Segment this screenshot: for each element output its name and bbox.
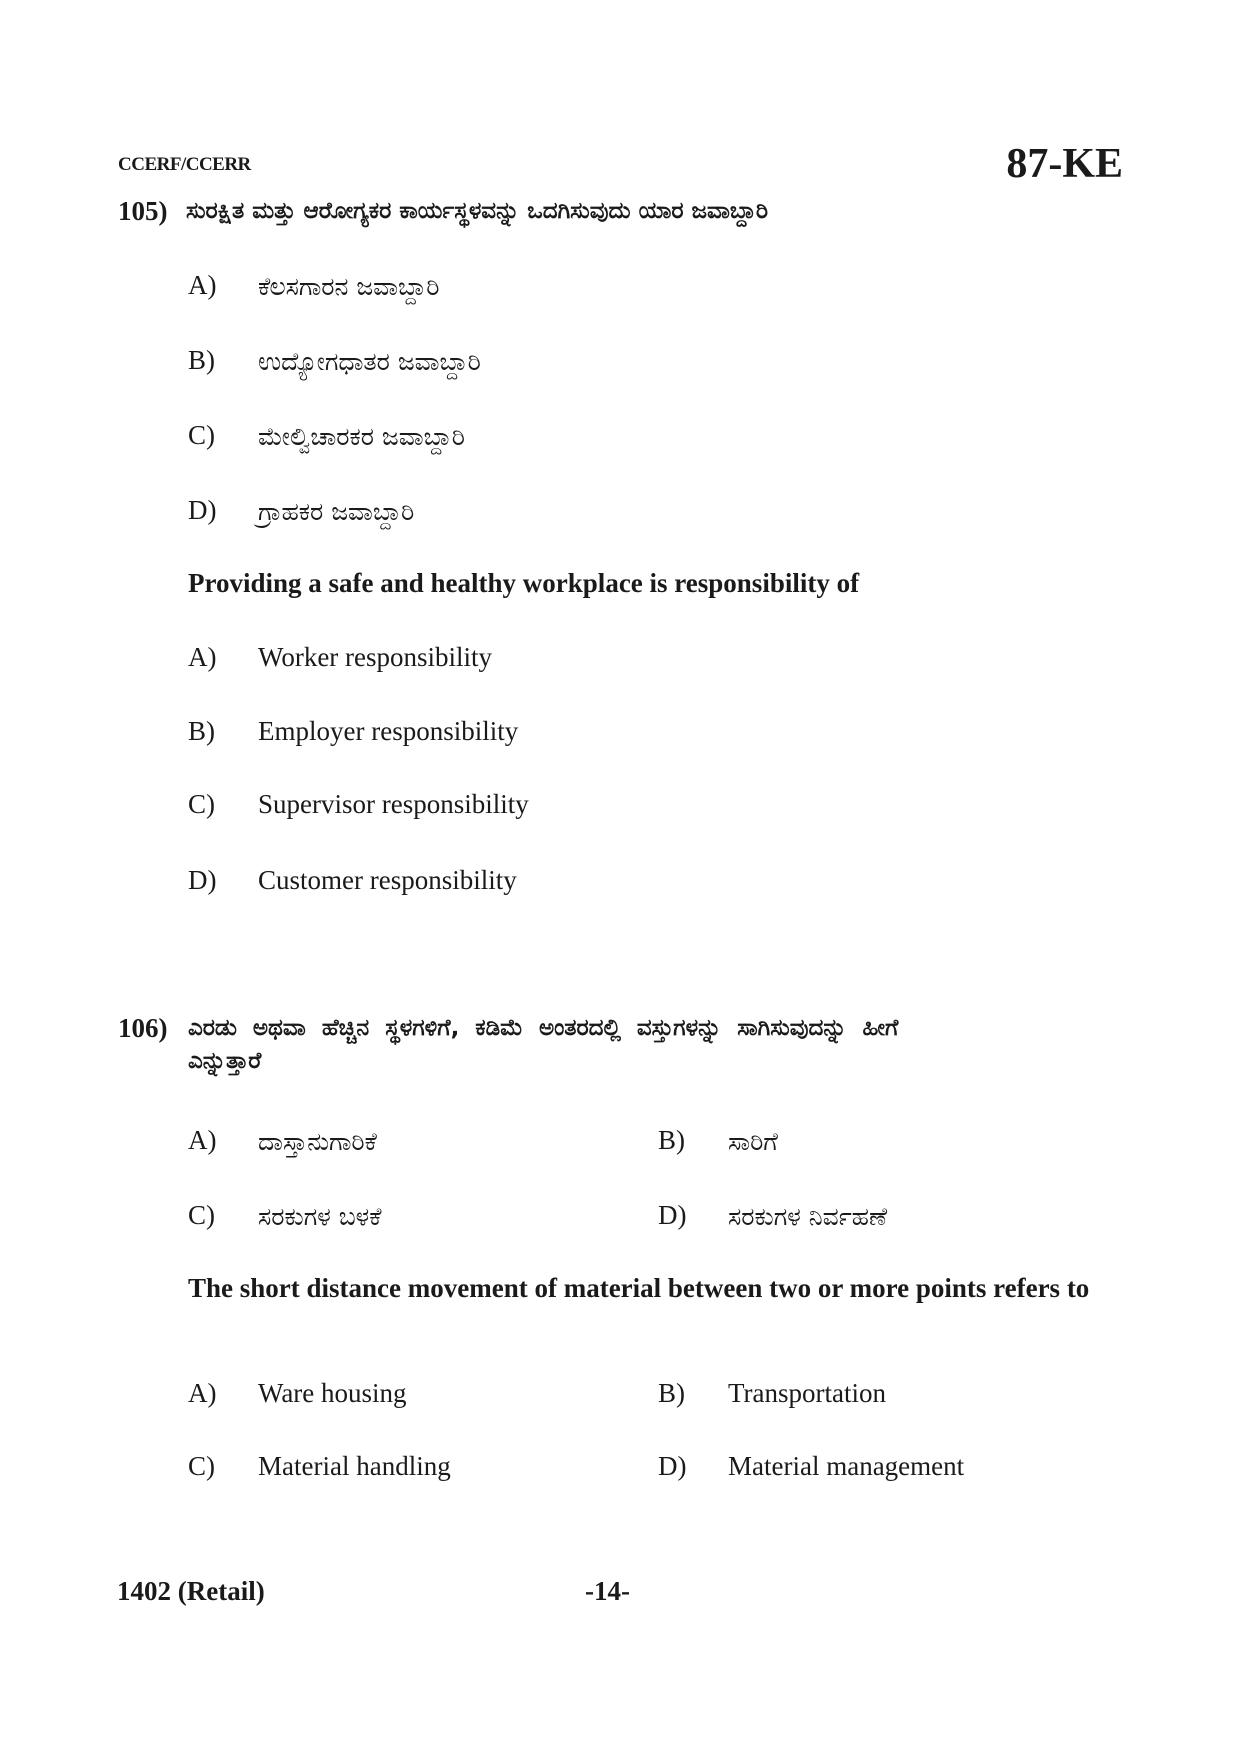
q106-kn-option-c: ಸರಕುಗಳ ಬಳಕೆ — [258, 1202, 382, 1231]
q105-en-option-b-letter: B) — [188, 716, 215, 746]
question-106-kannada-line1-text: ಎರಡು ಅಥವಾ ಹೆಚ್ಚಿನ ಸ್ಥಳಗಳಿಗೆ, ಕಡಿಮೆ ಅಂತರದಲ್ಲಿ ವಸ್ತುಗಳನ್ನು ಸಾಗಿಸುವುದನ್ನು ಹೀಗೆ — [188, 1015, 899, 1041]
q105-en-option-a-letter: A) — [188, 642, 217, 672]
q105-kn-option-b-letter: B) — [188, 345, 215, 375]
q106-en-option-b-letter: B) — [658, 1378, 685, 1408]
q105-en-option-c: Supervisor responsibility — [258, 789, 529, 819]
q105-kn-option-c: ಮೇಲ್ವಿಚಾರಕರ ಜವಾಬ್ದಾರಿ — [258, 422, 465, 451]
q106-kn-option-b-letter: B) — [658, 1125, 685, 1155]
q106-kn-option-a-letter: A) — [188, 1125, 217, 1155]
q105-kn-option-d-letter: D) — [188, 495, 217, 525]
q105-kn-option-b: ಉದ್ಯೋಗಧಾತರ ಜವಾಬ್ದಾರಿ — [258, 347, 481, 376]
q106-kn-option-c-letter: C) — [188, 1200, 215, 1230]
q105-en-option-b: Employer responsibility — [258, 716, 519, 746]
q106-kn-option-d-letter: D) — [658, 1200, 687, 1230]
q105-kn-option-a-letter: A) — [188, 270, 217, 300]
q106-en-option-d-letter: D) — [658, 1451, 687, 1481]
q105-en-option-d: Customer responsibility — [258, 865, 517, 895]
question-105-english: Providing a safe and healthy workplace is responsibility of — [188, 568, 860, 598]
q106-kn-option-d: ಸರಕುಗಳ ನಿರ್ವಹಣೆ — [728, 1202, 888, 1231]
paper-code: CCERF/CCERR — [118, 154, 251, 175]
question-106-kannada-line2: ಎನ್ನುತ್ತಾರೆ — [188, 1048, 262, 1074]
question-106-english: The short distance movement of material between two or more points refers to — [188, 1273, 1090, 1303]
q105-kn-option-d: ಗ್ರಾಹಕರ ಜವಾಬ್ದಾರಿ — [258, 497, 415, 526]
footer-subject: 1402 (Retail) — [117, 1576, 265, 1606]
q106-en-option-d: Material management — [728, 1451, 965, 1481]
q106-en-option-b: Transportation — [728, 1378, 887, 1408]
paper-id: 87-KE — [1006, 141, 1123, 187]
q106-kn-option-a: ದಾಸ್ತಾನುಗಾರಿಕೆ — [258, 1127, 377, 1156]
q106-kn-option-b: ಸಾರಿಗೆ — [728, 1127, 778, 1156]
question-105-number: 105) — [118, 196, 168, 226]
q106-en-option-a: Ware housing — [258, 1378, 407, 1408]
q105-en-option-c-letter: C) — [188, 789, 215, 819]
question-106-kannada-line1 — [188, 1015, 1123, 1041]
q105-kn-option-c-letter: C) — [188, 420, 215, 450]
q106-en-option-c-letter: C) — [188, 1451, 215, 1481]
q106-en-option-a-letter: A) — [188, 1378, 217, 1408]
question-105-kannada: ಸುರಕ್ಷಿತ ಮತ್ತು ಆರೋಗ್ಯಕರ ಕಾರ್ಯಸ್ಥಳವನ್ನು ಒದಗಿಸುವುದು ಯಾರ ಜವಾಬ್ದಾರಿ — [186, 198, 768, 224]
question-106-number: 106) — [118, 1013, 168, 1043]
q106-en-option-c: Material handling — [258, 1451, 451, 1481]
q105-kn-option-a: ಕೆಲಸಗಾರನ ಜವಾಬ್ದಾರಿ — [258, 272, 440, 301]
footer-page-number: -14- — [585, 1576, 630, 1606]
q105-en-option-d-letter: D) — [188, 865, 217, 895]
q105-en-option-a: Worker responsibility — [258, 642, 493, 672]
